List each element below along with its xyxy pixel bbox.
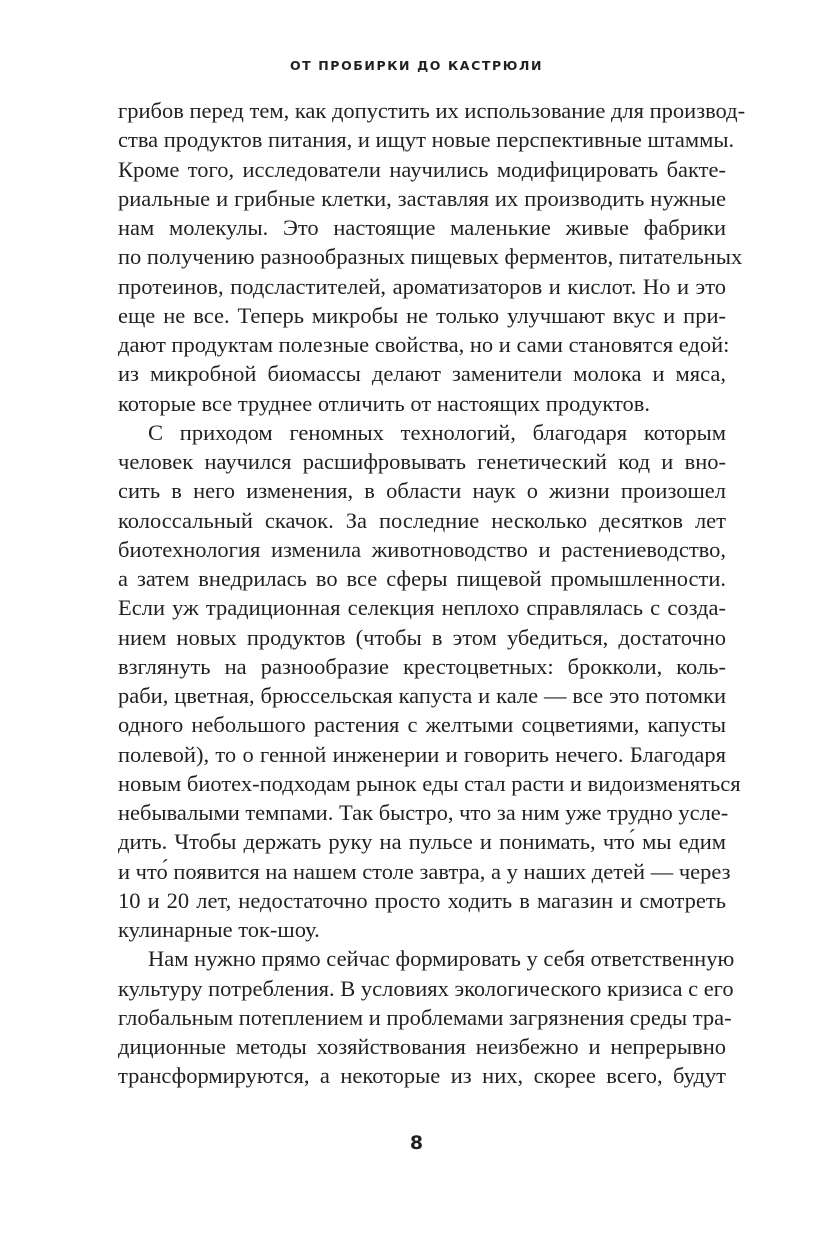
text-line: глобальным потеплением и проблемами загрязнения среды тра- [118, 1004, 732, 1030]
text-line: культуру потребления. В условиях экологического кризиса с его [118, 975, 734, 1001]
text-line: и что́ появится на нашем столе завтра, а у наших детей — через [118, 858, 731, 884]
text-line: одного небольшого растения с желтыми соцветиями, капусты [118, 712, 726, 738]
text-line: раби, цветная, брюссельская капуста и кале — все это потомки [118, 683, 726, 708]
text-line: ства продуктов питания, и ищут новые перспективные штаммы. [118, 127, 735, 153]
running-head: ОТ ПРОБИРКИ ДО КАСТРЮЛИ [289, 58, 544, 73]
text-line: дают продуктам полезные свойства, но и сами становятся едой: [118, 332, 730, 357]
text-line: биотехнология изменила животноводство и растениеводство, [118, 536, 726, 562]
text-line: кулинарные ток-шоу. [118, 917, 320, 942]
text-line: из микробной биомассы делают заменители молока и мяса, [118, 361, 726, 387]
text-line: полевой), то о генной инженерии и говорить нечего. Благодаря [118, 741, 726, 767]
text-line: а затем внедрилась во все сферы пищевой промышленности. [118, 566, 726, 591]
text-line: нием новых продуктов (чтобы в этом убедиться, достаточно [118, 624, 726, 650]
page-number: 8 [409, 1132, 424, 1154]
text-line: новым биотех-подходам рынок еды стал расти и видоизменяться [118, 770, 741, 796]
text-line: Нам нужно прямо сейчас формировать у себя ответственную [148, 946, 735, 972]
text-line: трансформируются, а некоторые из них, скорее всего, будут [118, 1063, 726, 1089]
text-line: колоссальный скачок. За последние несколько десятков лет [118, 507, 726, 533]
text-line: Кроме того, исследователи научились модифицировать бакте- [118, 156, 726, 182]
paragraph-2 [118, 418, 741, 945]
text-line: сить в него изменения, в области наук о жизни произошел [118, 478, 726, 504]
paragraph-3 [118, 944, 735, 1090]
text-line: небывалыми темпами. Так быстро, что за ним уже трудно усле- [118, 800, 729, 825]
text-line: нам молекулы. Это настоящие маленькие живые фабрики [118, 215, 726, 240]
text-line: 10 и 20 лет, недостаточно просто ходить в магазин и смотреть [118, 887, 726, 913]
text-line: риальные и грибные клетки, заставляя их производить нужные [118, 185, 726, 211]
text-line: по получению разнообразных пищевых ферментов, питательных [118, 244, 743, 270]
text-line: которые все труднее отличить от настоящих продуктов. [118, 390, 651, 416]
text-line: Если уж традиционная селекция неплохо справлялась с созда- [118, 595, 726, 621]
body-text [118, 96, 746, 1091]
paragraph-1 [118, 96, 746, 418]
text-line: еще не все. Теперь микробы не только улучшают вкус и при- [118, 302, 726, 328]
text-line: протеинов, подсластителей, ароматизаторов и кислот. Но и это [118, 273, 726, 299]
text-line: человек научился расшифровывать генетический код и вно- [118, 449, 726, 474]
text-line: грибов перед тем, как допустить их использование для производ- [118, 98, 746, 123]
text-line: диционные методы хозяйствования неизбежно и непрерывно [118, 1034, 726, 1059]
text-line: дить. Чтобы держать руку на пульсе и понимать, что́ мы едим [118, 829, 726, 855]
text-line: взглянуть на разнообразие крестоцветных: брокколи, коль- [118, 653, 726, 679]
text-line: С приходом геномных технологий, благодаря которым [148, 419, 726, 445]
